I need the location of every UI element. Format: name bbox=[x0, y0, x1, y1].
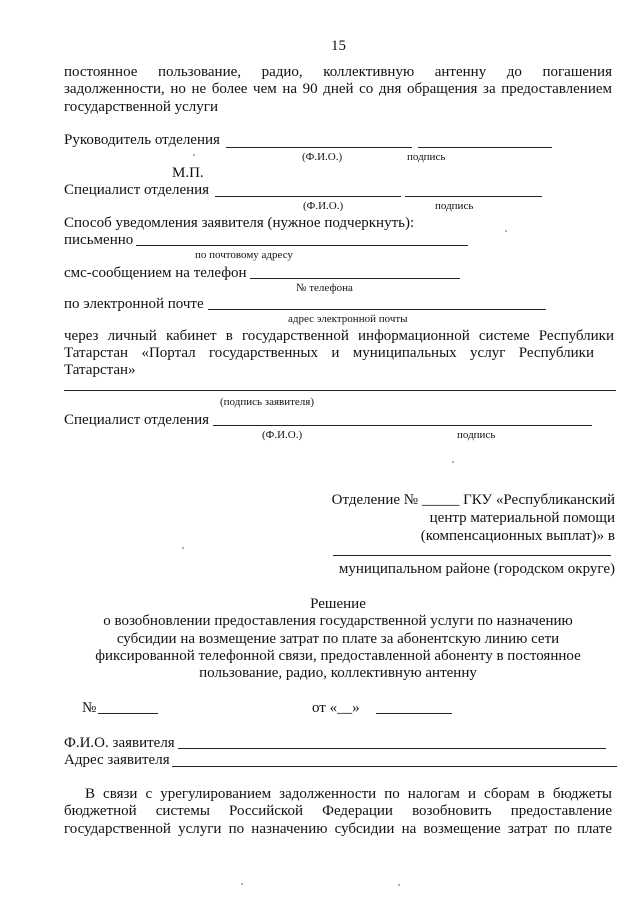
specialist-1-signature-line[interactable] bbox=[405, 196, 542, 197]
addressee-line-1: Отделение № _____ ГКУ «Республиканский bbox=[331, 492, 615, 508]
head-signature-line[interactable] bbox=[418, 147, 552, 148]
head-of-department-label: Руководитель отделения bbox=[64, 132, 220, 148]
addressee-line-4: муниципальном районе (городском округе) bbox=[338, 561, 615, 577]
decision-date-label: от «__» bbox=[312, 700, 360, 716]
page-number: 15 bbox=[331, 38, 346, 54]
decision-subtitle-3: фиксированной телефонной связи, предоставленной абоненту в постоянное bbox=[95, 648, 581, 664]
applicant-name-label: Ф.И.О. заявителя bbox=[64, 735, 175, 751]
applicant-signature-caption: (подпись заявителя) bbox=[220, 396, 315, 408]
decision-subtitle-2: субсидии на возмещение затрат по плате за абонентскую линию сети bbox=[116, 631, 560, 647]
scan-speck bbox=[241, 883, 243, 885]
specialist-2-line[interactable] bbox=[213, 425, 592, 426]
decision-title: Решение bbox=[310, 596, 366, 612]
intro-line-1: постоянное пользование, радио, коллективную антенну до погашения bbox=[64, 64, 612, 80]
scan-speck bbox=[182, 547, 184, 549]
specialist-1-signature-caption: подпись bbox=[435, 200, 474, 212]
notify-sms-label[interactable]: смс-сообщением на телефон bbox=[64, 265, 247, 281]
specialist-1-fio-line[interactable] bbox=[215, 196, 401, 197]
notify-email-label[interactable]: по электронной почте bbox=[64, 296, 204, 312]
intro-line-2: задолженности, но не более чем на 90 дней со дня обращения за предоставлением bbox=[64, 81, 612, 97]
addressee-line-3: (компенсационных выплат)» в bbox=[420, 528, 615, 544]
addressee-line-2: центр материальной помощи bbox=[429, 510, 615, 526]
applicant-name-field[interactable] bbox=[178, 748, 606, 749]
specialist-1-fio-caption: (Ф.И.О.) bbox=[303, 200, 344, 212]
scan-speck bbox=[398, 884, 400, 886]
notify-written-caption: по почтовому адресу bbox=[195, 249, 293, 261]
decision-date-field[interactable] bbox=[376, 713, 452, 714]
decision-number-label: № bbox=[82, 700, 97, 716]
specialist-2-signature-caption: подпись bbox=[457, 429, 496, 441]
addressee-district-line[interactable] bbox=[333, 555, 611, 556]
notify-portal-line-3: Татарстан» bbox=[64, 362, 136, 378]
head-fio-caption: (Ф.И.О.) bbox=[302, 151, 343, 163]
decision-body-line-1: В связи с урегулированием задолженности по налогам и сборам в бюджеты bbox=[85, 786, 612, 802]
applicant-signature-line[interactable] bbox=[64, 390, 616, 391]
specialist-1-label: Специалист отделения bbox=[64, 182, 210, 198]
decision-number-field[interactable] bbox=[98, 713, 158, 714]
notify-portal-line-2: Татарстан «Портал государственных и муниципальных услуг Республики bbox=[64, 345, 594, 361]
stamp-label: М.П. bbox=[172, 165, 204, 181]
applicant-address-label: Адрес заявителя bbox=[64, 752, 170, 768]
notify-sms-caption: № телефона bbox=[296, 282, 353, 294]
specialist-2-fio-caption: (Ф.И.О.) bbox=[262, 429, 303, 441]
applicant-address-field[interactable] bbox=[172, 766, 617, 767]
scan-speck bbox=[193, 154, 195, 156]
scan-speck bbox=[505, 230, 507, 232]
notify-email-caption: адрес электронной почты bbox=[288, 313, 408, 325]
head-signature-caption: подпись bbox=[407, 151, 446, 163]
notify-written-line[interactable] bbox=[136, 245, 468, 246]
decision-body-line-3: государственной услуги по назначению субсидии на возмещение затрат по плате bbox=[64, 821, 612, 837]
notification-heading: Способ уведомления заявителя (нужное подчеркнуть): bbox=[64, 215, 415, 231]
decision-body-line-2: бюджетной системы Российской Федерации возобновить предоставление bbox=[64, 803, 612, 819]
decision-subtitle-4: пользование, радио, коллективную антенну bbox=[199, 665, 477, 681]
scan-speck bbox=[452, 461, 454, 463]
notify-written-label[interactable]: письменно bbox=[64, 232, 134, 248]
specialist-2-label: Специалист отделения bbox=[64, 412, 210, 428]
notify-sms-line[interactable] bbox=[250, 278, 460, 279]
decision-subtitle-1: о возобновлении предоставления государственной услуги по назначению bbox=[103, 613, 573, 629]
notify-email-line[interactable] bbox=[208, 309, 546, 310]
notify-portal-line-1[interactable]: через личный кабинет в государственной информационной системе Республики bbox=[64, 328, 614, 344]
head-fio-line[interactable] bbox=[226, 147, 412, 148]
intro-line-3: государственной услуги bbox=[64, 99, 218, 115]
